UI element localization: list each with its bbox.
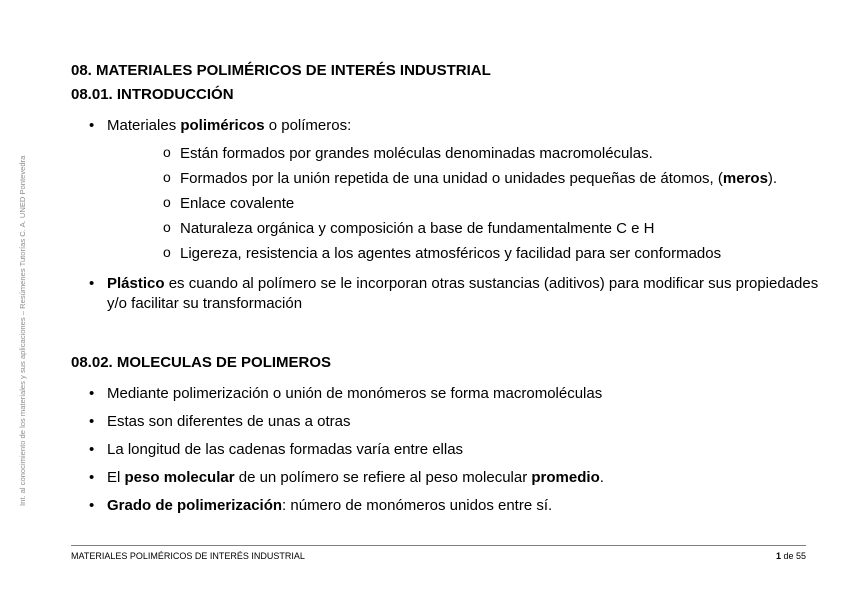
side-margin bbox=[0, 0, 27, 599]
sub-list-item: o Ligereza, resistencia a los agentes atmosféricos y facilidad para ser conformados bbox=[107, 241, 821, 266]
moleculas-list bbox=[71, 384, 821, 516]
page-number: 1 de 55 bbox=[775, 551, 806, 561]
list-item: • El peso molecular de un polímero se refiere al peso molecular promedio. bbox=[71, 468, 821, 488]
sub-list bbox=[107, 141, 821, 266]
list-item: • Mediante polimerización o unión de monómeros se forma macromoléculas bbox=[71, 384, 821, 404]
sub-list-item: o Enlace covalente bbox=[107, 191, 821, 216]
list-item: • Estas son diferentes de unas a otras bbox=[71, 412, 821, 432]
sub-list-item: o Formados por la unión repetida de una unidad o unidades pequeñas de átomos, (meros). bbox=[107, 166, 821, 191]
list-item: • La longitud de las cadenas formadas varía entre ellas bbox=[71, 440, 821, 460]
intro-list bbox=[71, 116, 821, 314]
list-item: • Plástico es cuando al polímero se le incorporan otras sustancias (aditivos) para modificar sus propiedades y/o facilitar su transformación bbox=[71, 274, 821, 314]
footer-title: MATERIALES POLIMÉRICOS DE INTERÉS INDUSTRIAL bbox=[71, 551, 305, 561]
list-item: • Materiales poliméricos o polímeros: o Están formados por grandes moléculas denominadas macromoléculas. o Formados por la unión repetida de una unidad o unidades pequeñas de átomos, (meros). o Enlace covalente o Naturaleza orgánica y composición a base de fundamentalmente C e H o Ligereza, resistencia a los agentes atmosféricos y facilidad para ser conformados bbox=[71, 116, 821, 266]
page-footer bbox=[71, 545, 806, 561]
sub-list-item: o Naturaleza orgánica y composición a base de fundamentalmente C e H bbox=[107, 216, 821, 241]
section-spacer bbox=[71, 314, 821, 350]
section-heading-introduccion: 08.01. INTRODUCCIÓN bbox=[71, 86, 234, 103]
section-heading-moleculas: 08.02. MOLECULAS DE POLIMEROS bbox=[71, 354, 332, 371]
side-credit-text: Int. al conocimiento de los materiales y sus aplicaciones – Resúmenes Tutorías C. A. UNED Pontevedra bbox=[18, 155, 27, 506]
list-item: • Grado de polimerización: número de monómeros unidos entre sí. bbox=[71, 496, 821, 516]
page-title: 08. MATERIALES POLIMÉRICOS DE INTERÉS INDUSTRIAL bbox=[71, 62, 491, 79]
page-content bbox=[71, 60, 821, 516]
sub-list-item: o Están formados por grandes moléculas denominadas macromoléculas. bbox=[107, 141, 821, 166]
